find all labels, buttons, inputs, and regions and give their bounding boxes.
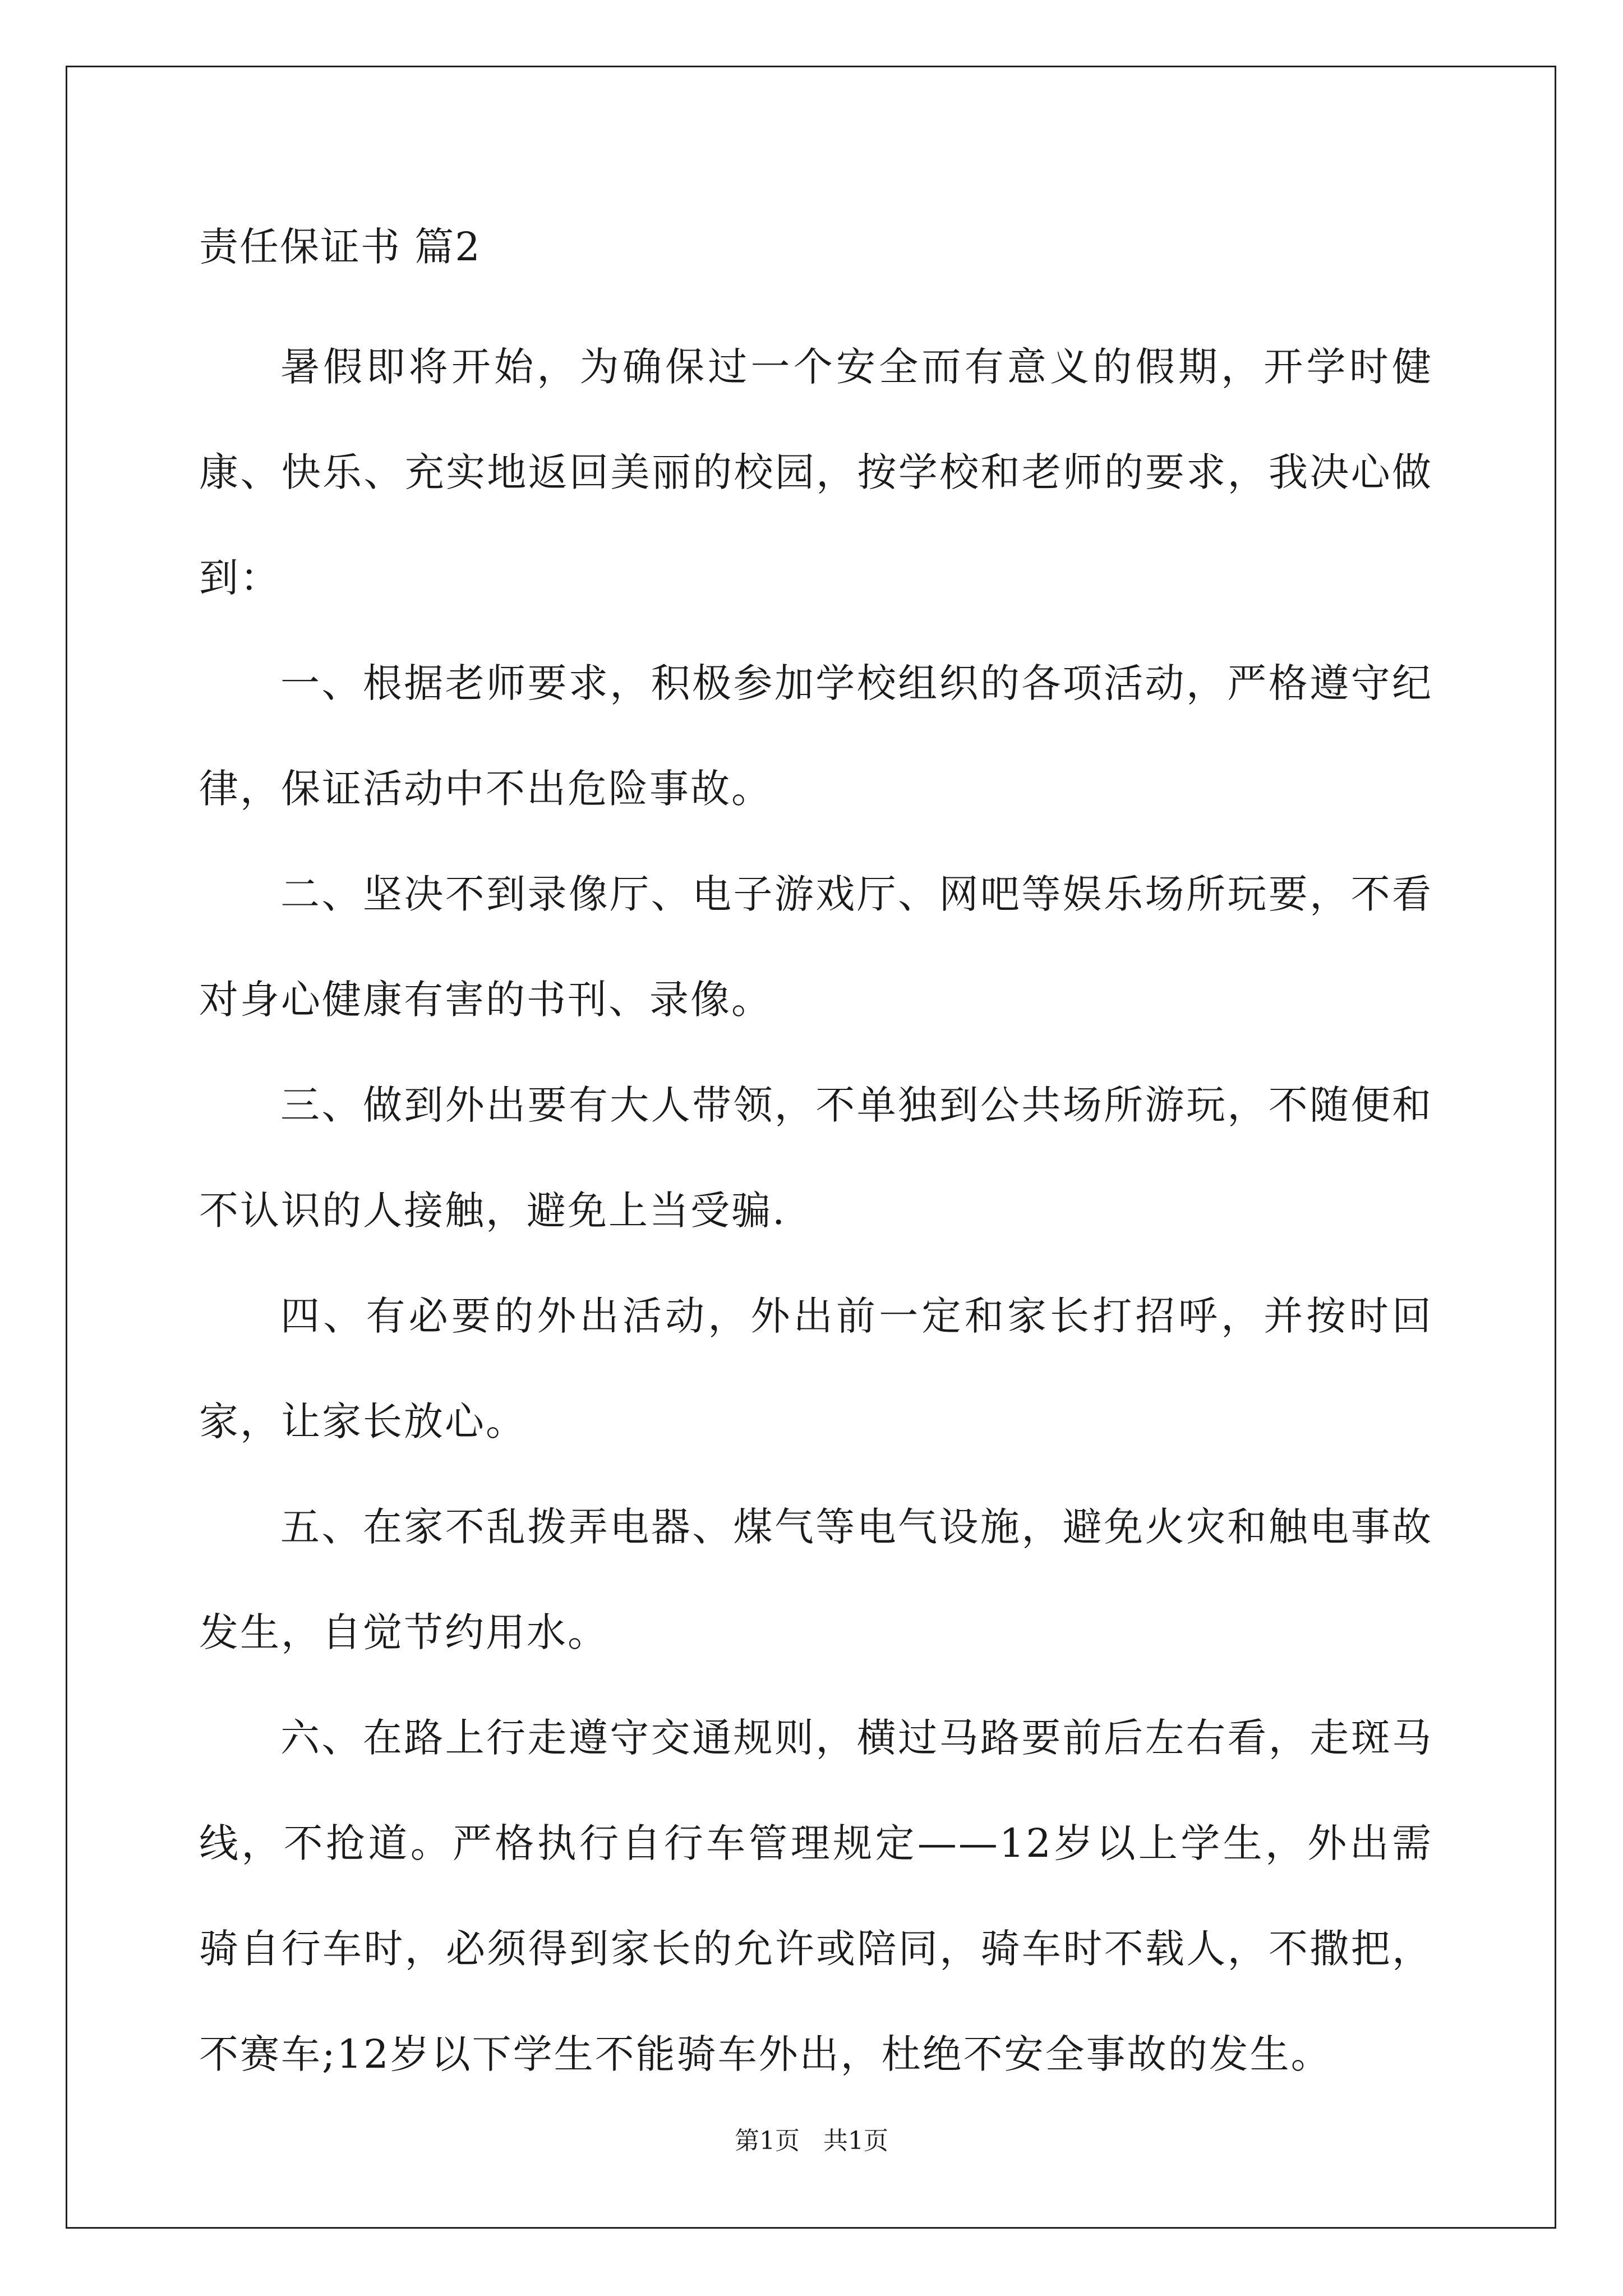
document-title: 责任保证书 篇2 — [199, 224, 481, 270]
paragraph-item-1: 一、根据老师要求，积极参加学校组织的各项活动，严格遵守纪律，保证活动中不出危险事故。 — [199, 660, 1433, 812]
paragraph-intro: 暑假即将开始，为确保过一个安全而有意义的假期，开学时健康、快乐、充实地返回美丽的校园，按学校和老师的要求，我决心做到： — [199, 344, 1433, 601]
page-footer: 第1页 共1页 — [735, 2127, 888, 2155]
paragraph-item-3: 三、做到外出要有大人带领，不单独到公共场所游玩，不随便和不认识的人接触，避免上当受骗. — [199, 1082, 1433, 1234]
paragraph-item-4: 四、有必要的外出活动，外出前一定和家长打招呼，并按时回家，让家长放心。 — [199, 1293, 1433, 1444]
document-body — [199, 213, 1433, 2107]
paragraph-item-5: 五、在家不乱拨弄电器、煤气等电气设施，避免火灾和触电事故发生，自觉节约用水。 — [199, 1504, 1433, 1655]
paragraph-item-6: 六、在路上行走遵守交通规则，横过马路要前后左右看，走斑马线，不抢道。严格执行自行车管理规定——12岁以上学生，外出需骑自行车时，必须得到家长的允许或陪同，骑车时不载人，不撒把，不赛车;12岁以下学生不能骑车外出，杜绝不安全事故的发生。 — [199, 1715, 1433, 2077]
paragraph-item-2: 二、坚决不到录像厅、电子游戏厅、网吧等娱乐场所玩要，不看对身心健康有害的书刊、录像。 — [199, 871, 1433, 1023]
